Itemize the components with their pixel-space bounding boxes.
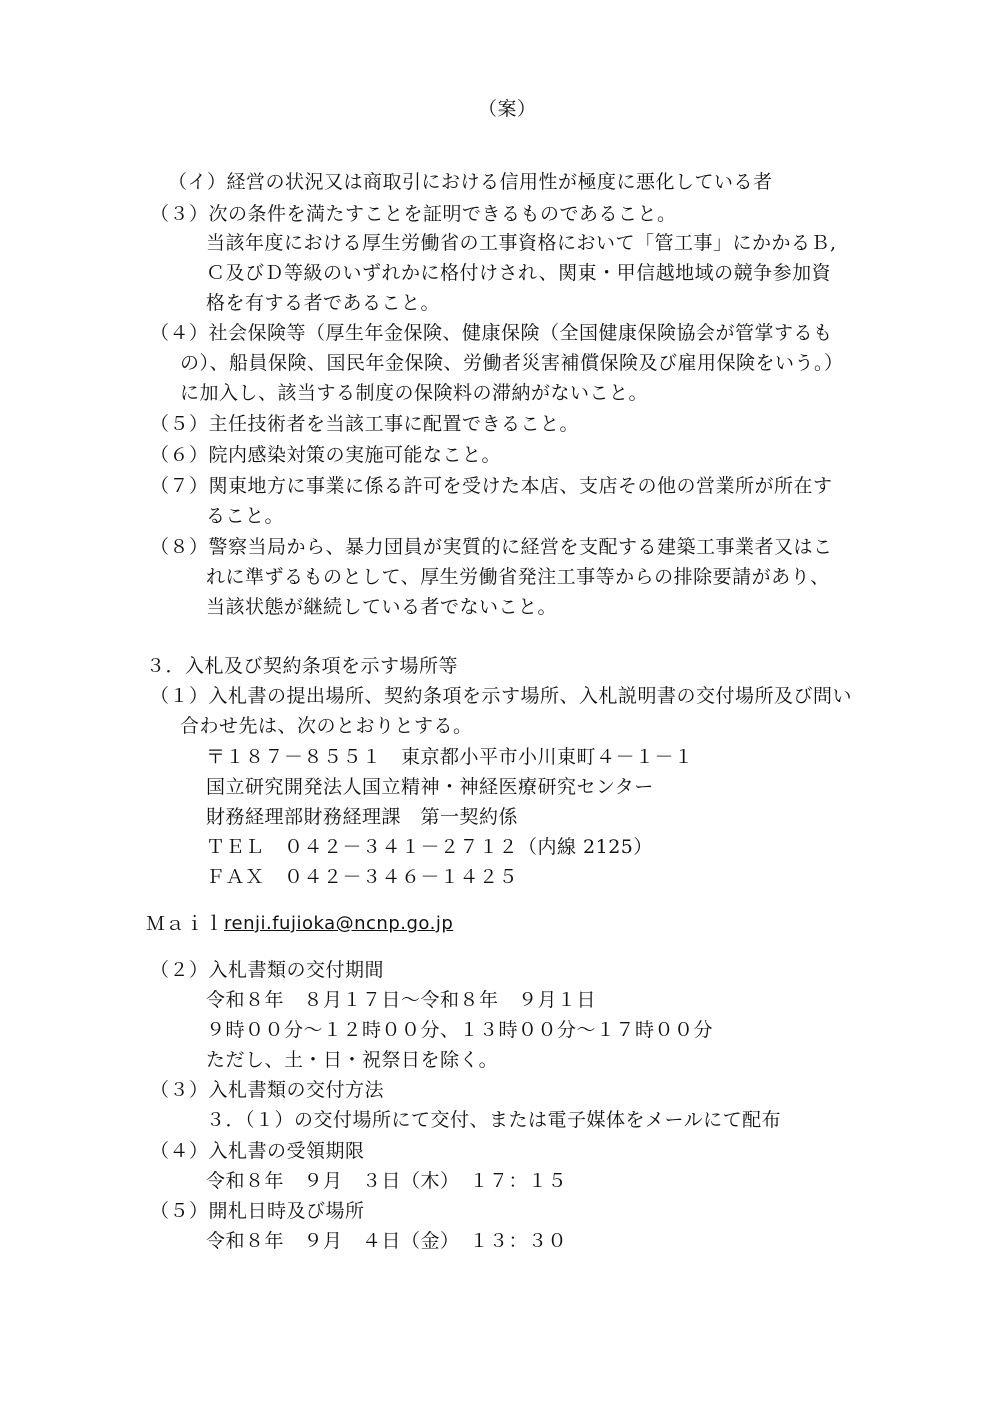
section-3-item-5-heading: （５）開札日時及び場所 <box>150 1200 365 1222</box>
section-3-item-1-line: 合わせ先は、次のとおりとする。 <box>180 715 473 737</box>
bid-deadline: 令和８年 ９月 ３日（木） １７：１５ <box>206 1170 568 1192</box>
distribution-period-hours: ９時００分～１２時００分、１３時００分～１７時００分 <box>206 1019 714 1041</box>
condition-item-4-line: の）、船員保険、国民年金保険、労働者災害補償保険及び雇用保険をいう。） <box>180 352 844 374</box>
condition-item-3-line: Ｃ及びＤ等級のいずれかに格付けされ、関東・甲信越地域の競争参加資 <box>206 262 832 284</box>
condition-item-3-line: 当該年度における厚生労働省の工事資格において「管工事」にかかるＢ, <box>206 232 837 254</box>
distribution-period-note: ただし、土・日・祝祭日を除く。 <box>206 1049 499 1071</box>
contact-mail-label: Ｍａｉｌ <box>146 913 225 935</box>
condition-item-4-line: （４）社会保険等（厚生年金保険、健康保険（全国健康保険協会が管掌するも <box>150 322 833 344</box>
section-3-heading: ３．入札及び契約条項を示す場所等 <box>146 655 459 677</box>
condition-item-i: （イ）経営の状況又は商取引における信用性が極度に悪化している者 <box>168 171 773 193</box>
condition-item-4-line: に加入し、該当する制度の保険料の滞納がないこと。 <box>180 382 649 404</box>
condition-item-3-line: 格を有する者であること。 <box>206 292 441 314</box>
contact-fax: ＦＡＸ ０４２－３４６－１４２５ <box>206 866 519 888</box>
distribution-period-dates: 令和８年 ８月１７日～令和８年 ９月１日 <box>206 989 597 1011</box>
contact-address: 〒１８７－８５５１ 東京都小平市小川東町４－１－１ <box>206 746 694 768</box>
draft-mark: （案） <box>478 98 537 120</box>
contact-organization: 国立研究開発法人国立精神・神経医療研究センター <box>206 776 654 798</box>
condition-item-8-line: 当該状態が継続している者でないこと。 <box>206 596 558 618</box>
contact-department: 財務経理部財務経理課 第一契約係 <box>206 806 519 828</box>
contact-tel: ＴＥＬ ０４２－３４１－２７１２（内線 2125） <box>206 836 653 858</box>
bid-opening-datetime: 令和８年 ９月 ４日（金） １３：３０ <box>206 1230 568 1252</box>
section-3-item-1-line: （１）入札書の提出場所、契約条項を示す場所、入札説明書の交付場所及び問い <box>150 685 853 707</box>
contact-mail-link[interactable]: renji.fujioka@ncnp.go.jp <box>224 913 454 934</box>
condition-item-7-line: ること。 <box>206 505 285 527</box>
condition-item-3-heading: （３）次の条件を満たすことを証明できるものであること。 <box>150 203 677 225</box>
section-3-item-2-heading: （２）入札書類の交付期間 <box>150 959 385 981</box>
condition-item-8-line: れに準ずるものとして、厚生労働省発注工事等からの排除要請があり、 <box>206 566 830 588</box>
section-3-item-4-heading: （４）入札書の受領期限 <box>150 1140 365 1162</box>
condition-item-8-line: （８）警察当局から、暴力団員が実質的に経営を支配する建築工事業者又はこ <box>150 536 833 558</box>
condition-item-7-line: （７）関東地方に事業に係る許可を受けた本店、支店その他の営業所が所在す <box>150 475 833 497</box>
distribution-method: ３．（１）の交付場所にて交付、または電子媒体をメールにて配布 <box>206 1109 782 1131</box>
condition-item-5: （５）主任技術者を当該工事に配置できること。 <box>150 413 580 435</box>
section-3-item-3-heading: （３）入札書類の交付方法 <box>150 1079 385 1101</box>
condition-item-6: （６）院内感染対策の実施可能なこと。 <box>150 444 502 466</box>
